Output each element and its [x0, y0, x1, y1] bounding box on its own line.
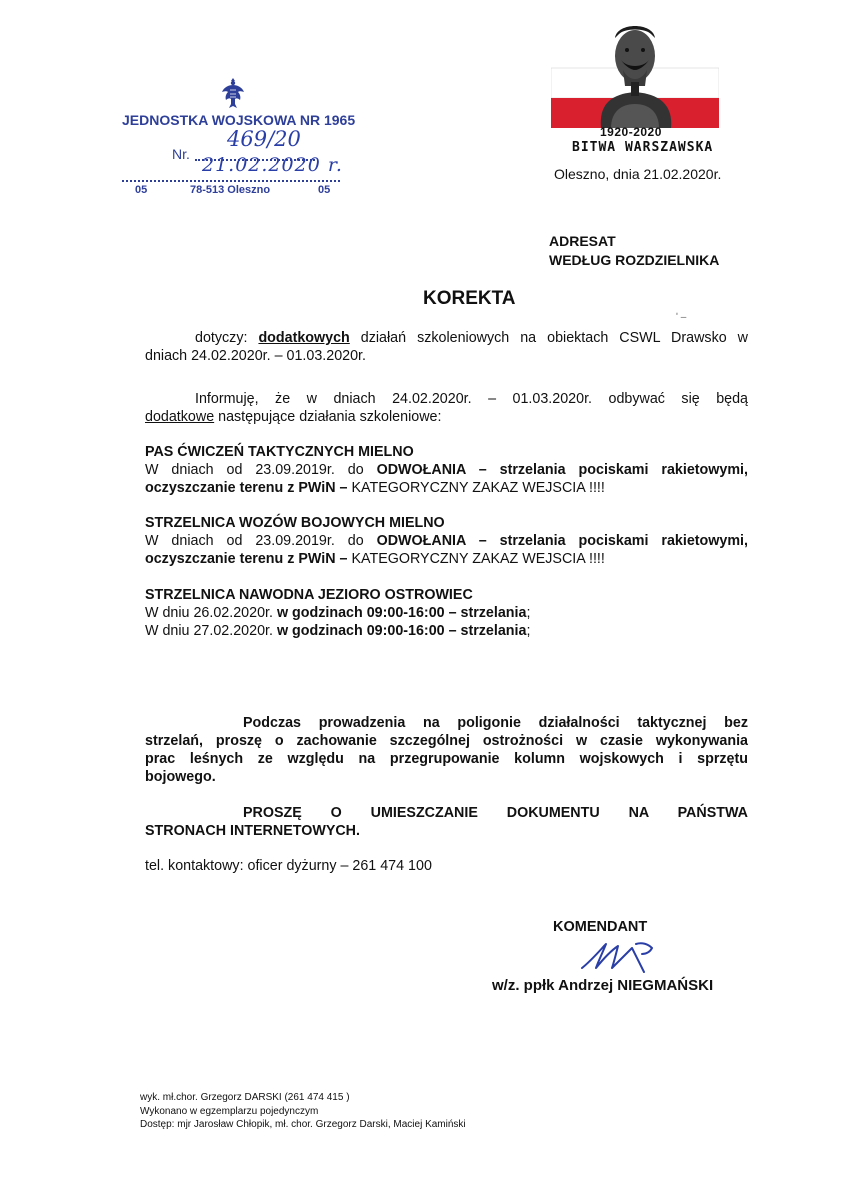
intro-keyword: dodatkowe	[145, 409, 215, 425]
notice-paragraph	[145, 714, 748, 786]
stamp-nr-label: Nr.	[172, 146, 190, 162]
intro-line-2	[145, 408, 748, 426]
signature-title: KOMENDANT	[553, 919, 648, 935]
place-and-date: Oleszno, dnia 21.02.2020r.	[554, 166, 722, 182]
section-heading: STRZELNICA WOZÓW BOJOWYCH MIELNO	[145, 515, 445, 531]
subject-prefix: dotyczy:	[195, 330, 248, 346]
section-line-2	[145, 622, 748, 640]
section-text: ;	[526, 623, 531, 639]
request-line-1: PROSZĘ O UMIESZCZANIE DOKUMENTU NA PAŃSTWA	[243, 805, 748, 821]
intro-line-1: Informuję, że w dniach 24.02.2020r. – 01.03.2020r. odbywać się będą	[195, 391, 748, 407]
stamp-postal-left: 05	[135, 184, 148, 196]
stamp-nr-value: 469/20	[227, 127, 301, 151]
subject-line-2: dniach 24.02.2020r. – 01.03.2020r.	[145, 348, 366, 364]
notice-line-3: prac leśnych ze względu na przegrupowanie kolumn wojskowych i sprzętu	[145, 751, 748, 767]
footer-access: Dostęp: mjr Jarosław Chłopik, mł. chor. Grzegorz Darski, Maciej Kamiński	[140, 1119, 466, 1130]
section-strzelnica-wozow	[145, 514, 748, 568]
section-bold-text: w godzinach 09:00-16:00 – strzelania	[276, 623, 527, 639]
contact-phone: tel. kontaktowy: oficer dyżurny – 261 474 100	[145, 858, 432, 874]
section-line-2	[145, 479, 748, 497]
stamp-postal-right: 05	[318, 184, 331, 196]
section-bold-text: oczyszczanie terenu z PWiN –	[145, 551, 352, 567]
section-bold-text: oczyszczanie terenu z PWiN –	[145, 480, 352, 496]
subject-keyword: dodatkowych	[258, 330, 350, 346]
notice-line-4: bojowego.	[145, 769, 216, 785]
stamp-postal-address: 78-513 Oleszno	[190, 184, 271, 196]
section-text: W dniu 27.02.2020r.	[145, 623, 277, 639]
bitwa-warszawska-banner	[551, 16, 719, 140]
document-title: KOREKTA	[423, 288, 516, 309]
intro-rest: następujące działania szkoleniowe:	[214, 409, 442, 425]
notice-line-2: strzelań, proszę o zachowanie szczególnej ostrożności w czasie wykonywania	[145, 733, 748, 749]
stamp-date-line	[122, 176, 340, 182]
section-text: W dniu 26.02.2020r.	[145, 605, 277, 621]
signatory-rank-first-name: w/z. ppłk Andrzej	[492, 977, 618, 994]
notice-line-1: Podczas prowadzenia na poligonie działalności taktycznej bez	[243, 715, 748, 731]
signatory-name	[492, 977, 713, 994]
request-line-2: STRONACH INTERNETOWYCH.	[145, 823, 360, 839]
section-bold-text: ODWOŁANIA – strzelania pociskami rakietowymi,	[376, 462, 749, 478]
section-heading: STRZELNICA NAWODNA JEZIORO OSTROWIEC	[145, 587, 473, 603]
request-paragraph	[145, 804, 748, 840]
subject-line-1	[145, 329, 748, 347]
addressee-line-2: WEDŁUG ROZDZIELNIKA	[549, 252, 720, 268]
section-line-2	[145, 550, 748, 568]
handwritten-signature	[580, 938, 664, 974]
subject-rest: działań szkoleniowych na obiektach CSWL Drawsko w	[349, 330, 748, 346]
banner-title: BITWA WARSZAWSKA	[572, 140, 714, 155]
section-pas-cwiczen	[145, 443, 748, 497]
section-text: ;	[526, 605, 531, 621]
section-bold-text: w godzinach 09:00-16:00 – strzelania	[276, 605, 527, 621]
stamp-unit-name: JEDNOSTKA WOJSKOWA NR 1965	[122, 112, 356, 128]
section-strzelnica-nawodna	[145, 586, 748, 640]
signatory-surname: NIEGMAŃSKI	[617, 977, 714, 994]
footer-prepared-by: wyk. mł.chor. Grzegorz DARSKI (261 474 415 )	[140, 1092, 350, 1103]
section-text: W dniach od 23.09.2019r. do	[145, 462, 377, 478]
banner-years: 1920-2020	[600, 125, 662, 139]
scan-mark: ʹ –	[676, 312, 687, 323]
subject-paragraph	[145, 329, 748, 365]
section-text: KATEGORYCZNY ZAKAZ WEJSCIA !!!!	[351, 480, 605, 496]
section-heading: PAS ĆWICZEŃ TAKTYCZNYCH MIELNO	[145, 444, 414, 460]
section-text: KATEGORYCZNY ZAKAZ WEJSCIA !!!!	[351, 551, 605, 567]
section-line-1	[145, 461, 748, 479]
eagle-emblem-icon	[220, 76, 246, 110]
section-bold-text: ODWOŁANIA – strzelania pociskami rakietowymi,	[376, 533, 749, 549]
stamp-handwritten-date: 21.02.2020 r.	[202, 154, 343, 176]
section-line-1	[145, 604, 748, 622]
footer-copies: Wykonano w egzemplarzu pojedynczym	[140, 1106, 319, 1117]
intro-paragraph	[145, 390, 748, 426]
section-text: W dniach od 23.09.2019r. do	[145, 533, 377, 549]
section-line-1	[145, 532, 748, 550]
addressee-line-1: ADRESAT	[549, 233, 616, 249]
